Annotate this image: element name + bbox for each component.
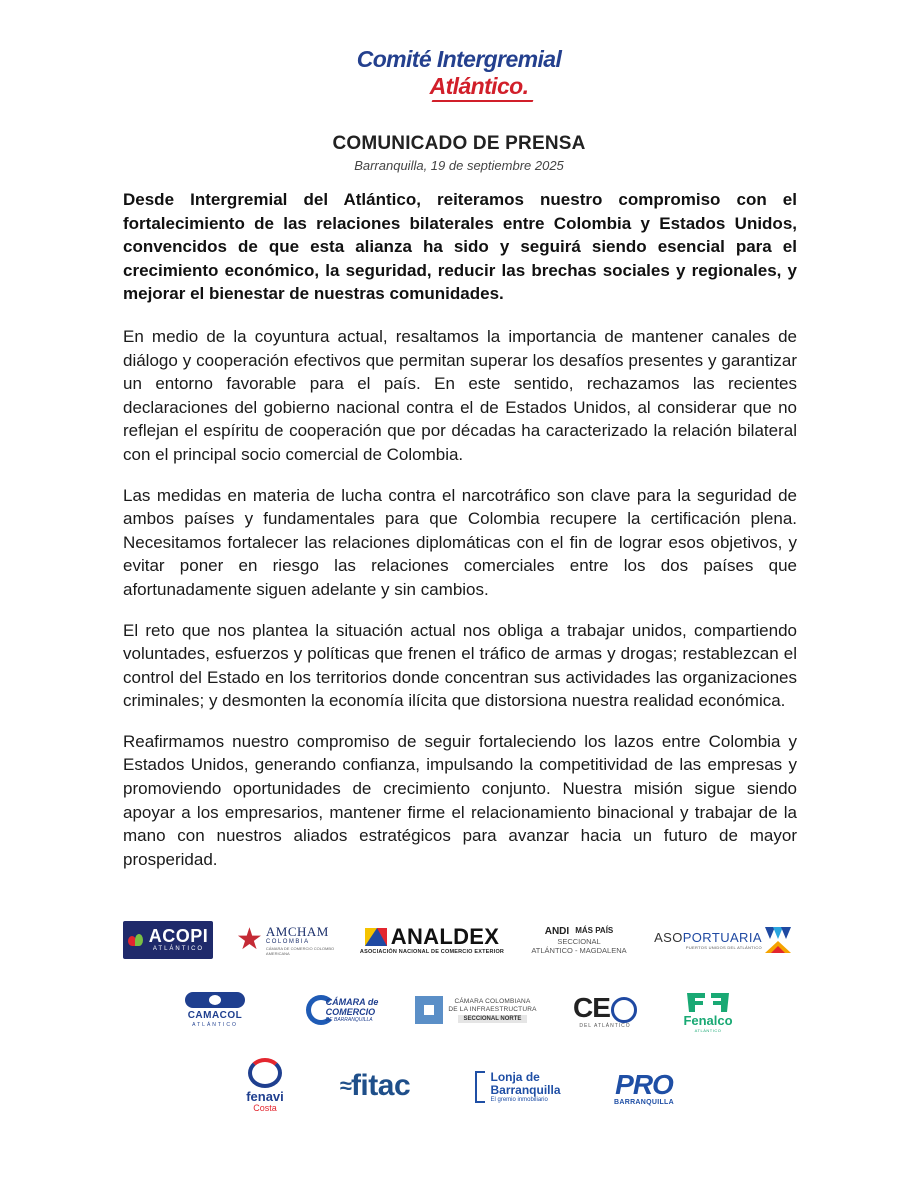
fenalco-logo: Fenalco ATLÁNTICO xyxy=(670,986,746,1036)
ceo-o-icon xyxy=(611,997,637,1023)
analdex-triangle-icon xyxy=(365,928,387,946)
ceo-logo: CE DEL ATLÁNTICO xyxy=(565,990,645,1032)
press-release-body xyxy=(123,188,797,888)
fitac-logo: ≈ fitac xyxy=(339,1069,411,1102)
star-icon: ★ xyxy=(236,923,263,956)
acopi-logo: ACOPI ATLÁNTICO xyxy=(123,921,213,959)
cci-logo: CÁMARA COLOMBIANA DE LA INFRAESTRUCTURA SECCIONAL NORTE xyxy=(414,990,538,1030)
dateline: Barranquilla, 19 de septiembre 2025 xyxy=(354,158,564,173)
cci-cube-icon xyxy=(415,996,443,1024)
comite-intergremial-logo xyxy=(0,45,918,99)
analdex-logo: ANALDEX ASOCIACIÓN NACIONAL DE COMERCIO EXTERIOR xyxy=(359,924,505,955)
fenalco-mark-icon xyxy=(683,990,733,1014)
logo-underline xyxy=(431,100,533,102)
asoportuaria-logo: ASOPORTUARIA PUERTOS UNIDOS DEL ATLÁNTICO xyxy=(650,921,795,959)
document-title: COMUNICADO DE PRENSA xyxy=(332,133,586,154)
body-paragraph: Las medidas en materia de lucha contra el narcotráfico son clave para la seguridad de ambos países y fundamentales para que Colombia recupere la certificación plena. Necesitamos fortalecer las relaciones diplomáticas con el fin de lograr esos objetivos, y evitar poner en riesgo las relaciones comerciales entre los dos países que afortunadamente siguen adelante y sin cambios. xyxy=(123,485,797,599)
fenavi-bird-icon xyxy=(248,1058,282,1088)
lonja-barranquilla-logo: Lonja de Barranquilla El gremio inmobiliario xyxy=(462,1066,574,1108)
logo-line-1: Comité Intergremial xyxy=(356,46,562,72)
logo-line-2: Atlántico. xyxy=(430,73,529,99)
fitac-wave-icon: ≈ xyxy=(339,1073,349,1098)
camacol-logo: CAMACOL ATLÁNTICO xyxy=(180,990,250,1030)
lead-paragraph: Desde Intergremial del Atlántico, reiteramos nuestro compromiso con el fortalecimiento de las relaciones bilaterales entre Colombia y Estados Unidos, convencidos de que esta alianza ha sido y seguirá siendo esencial para el crecimiento económico, la seguridad, reducir las brechas sociales y regionales, y mejorar el bienestar de nuestras comunidades. xyxy=(123,190,797,304)
body-paragraph: En medio de la coyuntura actual, resaltamos la importancia de mantener canales de diálogo y cooperación efectivos que permitan superar los desafíos presentes y garantizar un entorno favorable para el país. En este sentido, rechazamos las recientes declaraciones del gobierno nacional contra el de Estados Unidos, al considerar que no reflejan el espíritu de cooperación que por décadas ha caracterizado la relación bilateral con el principal socio comercial de Colombia. xyxy=(123,326,797,464)
camacol-mark-icon xyxy=(185,992,245,1008)
amcham-logo: ★ AMCHAM COLOMBIA CÁMARA DE COMERCIO COLOMBO AMERICANA xyxy=(236,923,335,956)
body-paragraph: Reafirmamos nuestro compromiso de seguir fortaleciendo los lazos entre Colombia y Estados Unidos, generando confianza, impulsando la competitividad de las empresas y promoviendo oportunidades de crecimiento conjunto. Nuestra misión sigue siendo apoyar a los empresarios, mantener firme el relacionamiento binacional y trabajar de la mano con nuestros aliados estratégicos para avanzar hacia un futuro de mayor prosperidad. xyxy=(123,731,797,869)
lonja-bracket-icon xyxy=(475,1071,485,1103)
fenavi-logo: fenavi Costa xyxy=(234,1055,296,1115)
camara-comercio-barranquilla-logo: CÁMARA de COMERCIO DE BARRANQUILLA xyxy=(286,989,398,1031)
port-cranes-icon xyxy=(765,927,791,953)
andi-logo: ANDI MÁS PAÍS SECCIONAL ATLÁNTICO - MAGDALENA xyxy=(531,925,627,955)
probarranquilla-logo: PRO BARRANQUILLA xyxy=(614,1068,674,1106)
body-paragraph: El reto que nos plantea la situación actual nos obliga a trabajar unidos, compartiendo voluntades, esfuerzos y políticas que frenen el tráfico de armas y drogas; restablezcan el control del Estado en los territorios donde concentran sus actividades las organizaciones criminales; y desmonten la economía ilícita que distorsiona nuestra realidad económica. xyxy=(123,620,797,711)
acopi-mark-icon xyxy=(128,932,144,948)
